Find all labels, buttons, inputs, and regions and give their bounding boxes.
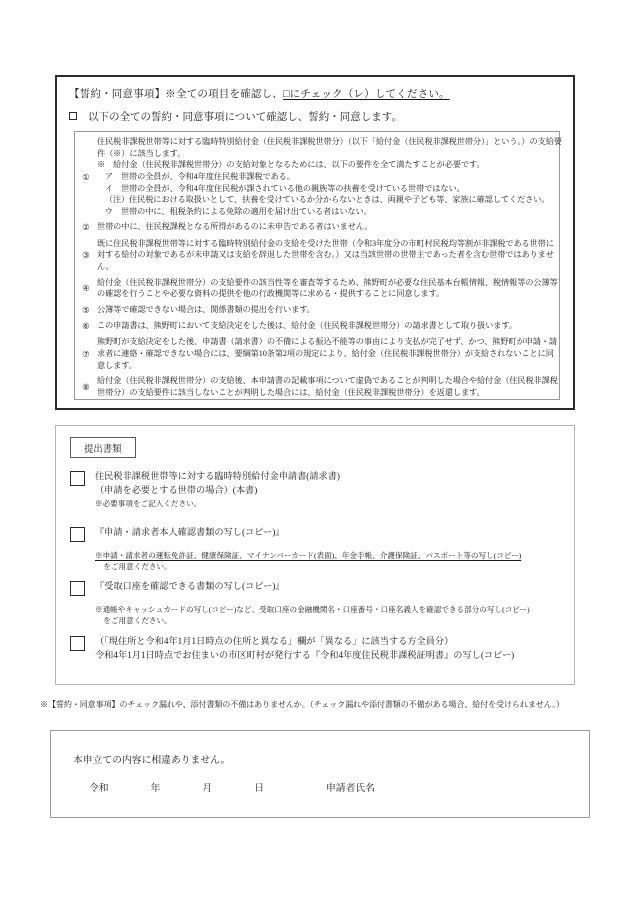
declaration-applicant-name-label: 申請者氏名: [325, 783, 375, 794]
pledge-item-number: ⑦: [82, 348, 90, 359]
declaration-date-row: [89, 780, 375, 794]
document-item-1-sub2: ※必要事項をご記入ください。: [95, 498, 202, 508]
pledge-item: [75, 221, 555, 233]
pledge-item-line: 件（※）に該当します。: [97, 148, 186, 158]
pledge-item-line: 対する給付の対象であるが未申請又は支給を辞退した世帯を含む。）又は当該世帯の世帯主であった者を含む世帯ではありませ: [97, 250, 554, 260]
document-item-3-note-line1: ※通帳やキャッシュカードの写し(コピー)など、受取口座の金融機関名・口座番号・口座名義人を確認できる部分の写し(コピー): [95, 605, 530, 614]
document-item-2-note-line1: ※申請・請求者の運転免許証、健康保険証、マイナンバーカード(表面)、年金手帳、介護保険証、パスポート等の写し(コピー): [95, 551, 522, 560]
document-item-2-main: 『申請・請求者本人確認書類の写し(コピー)』: [95, 527, 285, 537]
document-item-1-main: 住民税非課税世帯等に対する臨時特別給付金申請書(請求書): [95, 471, 340, 481]
checkbox-icon-document-4[interactable]: [70, 636, 85, 651]
pledge-item-line: 意します。: [97, 360, 137, 370]
pledge-item-body: [97, 320, 555, 332]
checkbox-icon-agree-all[interactable]: [69, 112, 77, 120]
declaration-day-label: 日: [254, 783, 264, 794]
pledge-item-line: 既に住民税非課税世帯等に対する臨時特別給付金の支給を受けた世帯（令和3年度分の市町村民税均等割が非課税である世帯に: [97, 238, 554, 248]
agree-all-label: 以下の全ての誓約・同意事項について確認し、誓約・同意します。: [88, 112, 402, 123]
pledge-item: [75, 320, 555, 332]
pledge-item-line: 世帯の中に、住民税課税となる所得があるのに未申告である者はいません。: [97, 222, 373, 232]
pledge-item-number: ①: [82, 171, 90, 182]
pledge-section-title: [69, 86, 450, 101]
pledge-item-line: この申請書は、熊野町において支給決定をした後は、給付金（住民税非課税世帯分）の請求書として取り扱います。: [97, 321, 517, 331]
pledge-item-number: ②: [82, 222, 90, 233]
pledge-consent-section: [55, 75, 575, 410]
pledge-item-line: （注）住民税における取扱いとして、扶養を受けているか分からないときは、両親や子ども等、家族に確認してください。: [104, 195, 550, 205]
pledge-item-line: 給付金（住民税非課税世帯分）の支給後、本申請書の記載事項について虚偽であることが判明した場合や給付金（住民税非課税: [97, 376, 558, 386]
pledge-item-line: の確認を行うことや必要な資料の提供を他の行政機関等に求める・提供することに同意します。: [97, 289, 445, 299]
pledge-item-line: ん。: [97, 261, 114, 271]
pledge-item-line: 住民税非課税世帯等に対する臨時特別給付金（住民税非課税世帯分）（以下「給付金（住民税非課税世帯分）」という。）の支給要: [97, 137, 562, 146]
pledge-item-body: [97, 336, 561, 371]
pledge-item-line: 求者に連絡・確認できない場合には、要綱第10条第2項の規定により、給付金（住民税非課税世帯分）が支給されないことに同: [97, 348, 554, 358]
document-item-3-main: 『受取口座を確認できる書類の写し(コピー)』: [95, 581, 285, 591]
checkbox-icon-document-2[interactable]: [70, 527, 85, 542]
document-item-3-text: [95, 580, 285, 594]
pledge-item: [75, 238, 555, 273]
pledge-item-body: [97, 136, 566, 217]
pledge-item: [75, 375, 558, 398]
pledge-item-number: ⑤: [82, 304, 90, 315]
pledge-item-body: [97, 221, 555, 233]
document-item-3-note-line2: をご用意ください。: [103, 616, 172, 626]
document-item-4-main: （「現住所と令和4年1月1日時点の住所と異なる」欄が「異なる」に該当する方全員分）: [95, 636, 454, 646]
pledge-item-body: [97, 277, 562, 300]
document-item-4-sub1: 令和4年1月1日時点でお住まいの市区町村が発行する『令和4年度住民税非課税証明書』の写し(コピー): [95, 649, 515, 660]
declaration-year-label: 年: [150, 783, 161, 794]
pledge-item-body: [97, 375, 562, 398]
document-item-4-text: [95, 635, 514, 663]
declaration-month-label: 月: [202, 783, 213, 794]
document-item-1-sub1: （申請を必要とする世帯の場合）(本書): [95, 484, 258, 495]
document-item-1[interactable]: [70, 470, 340, 509]
document-item-3[interactable]: [70, 580, 285, 596]
agree-all-row[interactable]: [69, 109, 402, 124]
completeness-warning-note: ※【誓約・同意事項】のチェック漏れや、添付書類の不備はありませんか。（チェック漏れや添付書類の不備がある場合、給付を受けられません。）: [40, 700, 564, 709]
pledge-item: [75, 336, 558, 371]
pledge-item-line: 世帯分）の支給要件に該当しないことが判明した場合には、給付金（住民税非課税世帯分）を返還します。: [97, 387, 485, 397]
checkbox-icon-document-1[interactable]: [70, 471, 85, 486]
pledge-item-body: [97, 238, 558, 273]
pledge-item-line: 給付金（住民税非課税世帯分）の支給要件の該当性等を審査等するため、熊野町が必要な住民基本台帳情報、税情報等の公簿等: [97, 277, 558, 287]
pledge-item-line: イ 世帯の全員が、令和4年度住民税が課されている他の親族等の扶養を受けている世帯ではない。: [104, 183, 465, 193]
pledge-item: [75, 136, 562, 217]
pledge-item: [75, 304, 555, 316]
document-item-2-note: [95, 550, 521, 573]
document-item-4[interactable]: [70, 635, 514, 663]
pledge-item-number: ⑧: [82, 381, 90, 392]
pledge-item-line: ア 世帯の全員が、令和4年度住民税非課税である。: [104, 171, 295, 181]
pledge-title-prefix: 【誓約・同意事項】※全ての項目を確認し、: [69, 89, 283, 100]
document-item-2[interactable]: [70, 526, 285, 542]
document-item-2-note-line2: をご用意ください。: [103, 562, 172, 572]
pledge-title-underlined: □にチェック（レ）してください。: [283, 89, 450, 100]
pledge-item: [75, 277, 558, 300]
pledge-item-number: ⑥: [82, 321, 90, 332]
pledge-item-line: 公簿等で確認できない場合は、関係書類の提出を行います。: [97, 304, 315, 314]
documents-section-tag: 提出書類: [70, 437, 136, 458]
pledge-item-body: [97, 304, 555, 316]
pledge-items-list: [74, 131, 560, 400]
declaration-statement: 本申立ての内容に相違ありません。: [73, 755, 231, 766]
pledge-item-line: ウ 世帯の中に、租税条約による免除の適用を届け出ている者はいない。: [104, 206, 372, 216]
pledge-item-line: ※ 給付金（住民税非課税世帯分）の支給対象となるためには、以下の要件を全て満たすことが必要です。: [97, 160, 485, 170]
checkbox-icon-document-3[interactable]: [70, 581, 85, 596]
declaration-section: [50, 730, 590, 818]
documents-section: [55, 425, 575, 685]
document-item-1-text: [95, 470, 340, 509]
pledge-item-number: ④: [82, 283, 90, 294]
declaration-era-label: 令和: [89, 783, 109, 794]
document-item-2-text: [95, 526, 285, 540]
pledge-item-number: ③: [82, 250, 90, 261]
pledge-item-line: 熊野町が支給決定をした後、申請書（請求書）の不備による振込不能等の事由により支払が完了せず、かつ、熊野町が申請・請: [97, 337, 558, 347]
document-item-3-note: [95, 604, 530, 627]
